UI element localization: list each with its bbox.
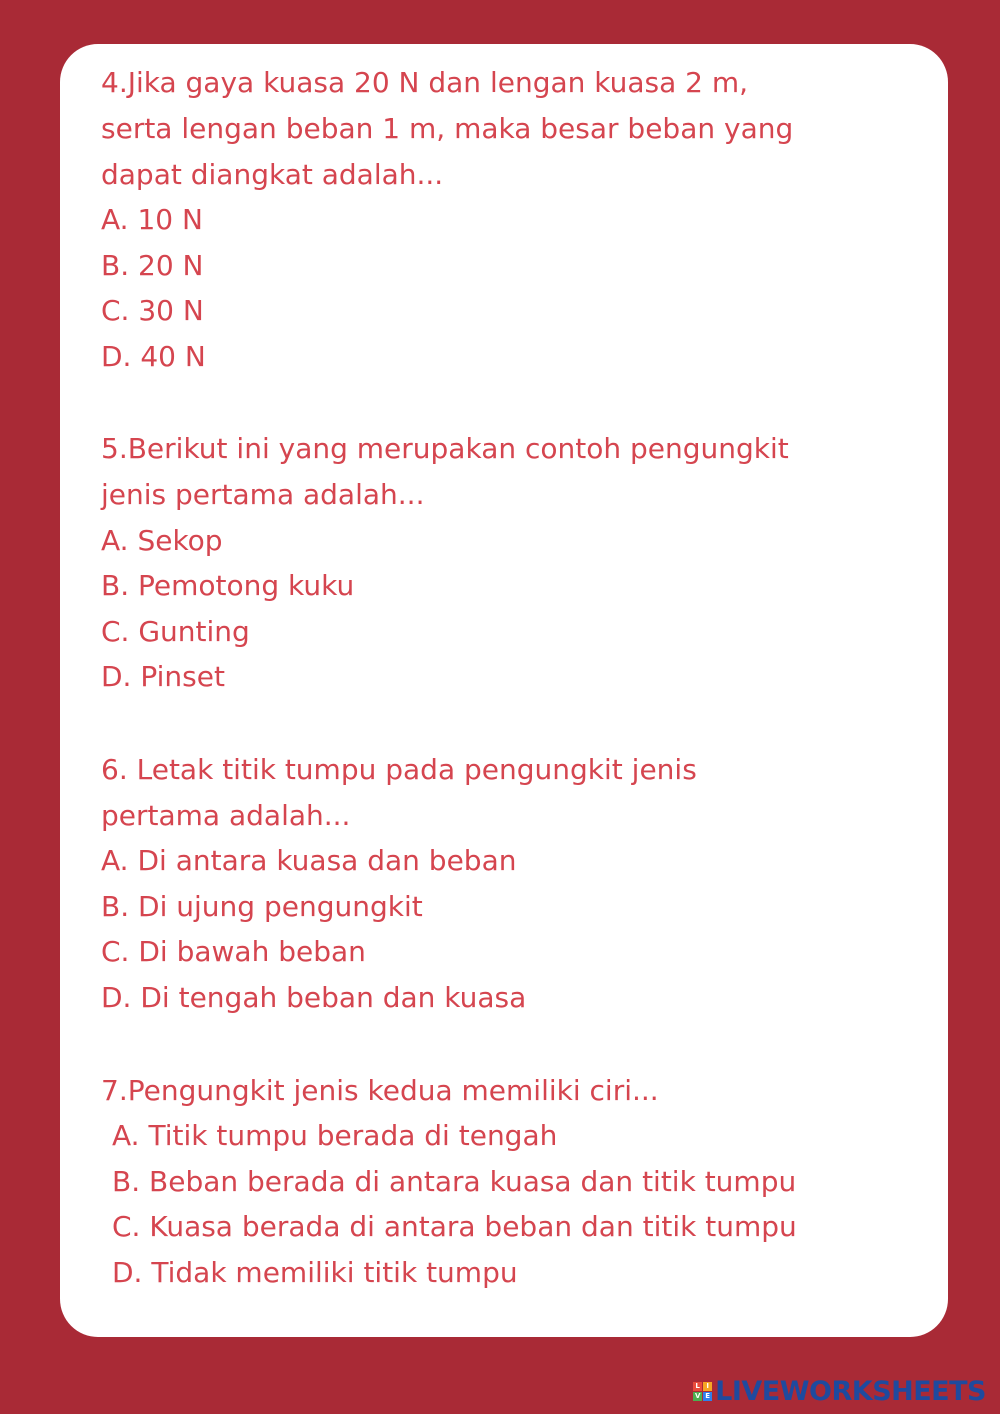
question-5-option-b: B. Pemotong kuku: [101, 569, 355, 602]
question-6-option-a: A. Di antara kuasa dan beban: [101, 844, 517, 877]
question-4-text-line-2: serta lengan beban 1 m, maka besar beban yang: [101, 112, 794, 145]
question-6-text-line-1: 6. Letak titik tumpu pada pengungkit jenis: [101, 753, 697, 786]
question-5-option-c: C. Gunting: [101, 615, 250, 648]
question-7-option-d: D. Tidak memiliki titik tumpu: [112, 1256, 518, 1289]
question-5-text-line-1: 5.Berikut ini yang merupakan contoh pengungkit: [101, 432, 789, 465]
question-7-text-line-1: 7.Pengungkit jenis kedua memiliki ciri...: [101, 1074, 659, 1107]
question-7-option-c: C. Kuasa berada di antara beban dan titik tumpu: [112, 1210, 797, 1243]
question-4-text-line-3: dapat diangkat adalah...: [101, 158, 444, 191]
question-5-text-line-2: jenis pertama adalah...: [101, 478, 425, 511]
question-7-option-a: A. Titik tumpu berada di tengah: [112, 1119, 558, 1152]
question-6-option-d: D. Di tengah beban dan kuasa: [101, 981, 527, 1014]
logo-mark-v: V: [694, 1391, 701, 1400]
question-6-option-c: C. Di bawah beban: [101, 935, 366, 968]
question-4-option-a: A. 10 N: [101, 203, 203, 236]
question-4-option-c: C. 30 N: [101, 294, 204, 327]
liveworksheets-mark-icon: [693, 1382, 712, 1401]
question-4-option-d: D. 40 N: [101, 340, 206, 373]
question-5-option-d: D. Pinset: [101, 660, 225, 693]
logo-mark-l: L: [693, 1382, 702, 1391]
question-6-text-line-2: pertama adalah...: [101, 799, 351, 832]
liveworksheets-logo: [693, 1376, 986, 1406]
question-4-option-b: B. 20 N: [101, 249, 204, 282]
question-6-option-b: B. Di ujung pengungkit: [101, 890, 423, 923]
logo-mark-i: I: [703, 1382, 712, 1391]
question-7-option-b: B. Beban berada di antara kuasa dan titik tumpu: [112, 1165, 797, 1198]
logo-text: LIVEWORKSHEETS: [715, 1375, 986, 1407]
question-5-option-a: A. Sekop: [101, 524, 223, 557]
logo-mark-e: E: [703, 1392, 712, 1401]
question-4-text-line-1: 4.Jika gaya kuasa 20 N dan lengan kuasa 2 m,: [101, 66, 749, 99]
